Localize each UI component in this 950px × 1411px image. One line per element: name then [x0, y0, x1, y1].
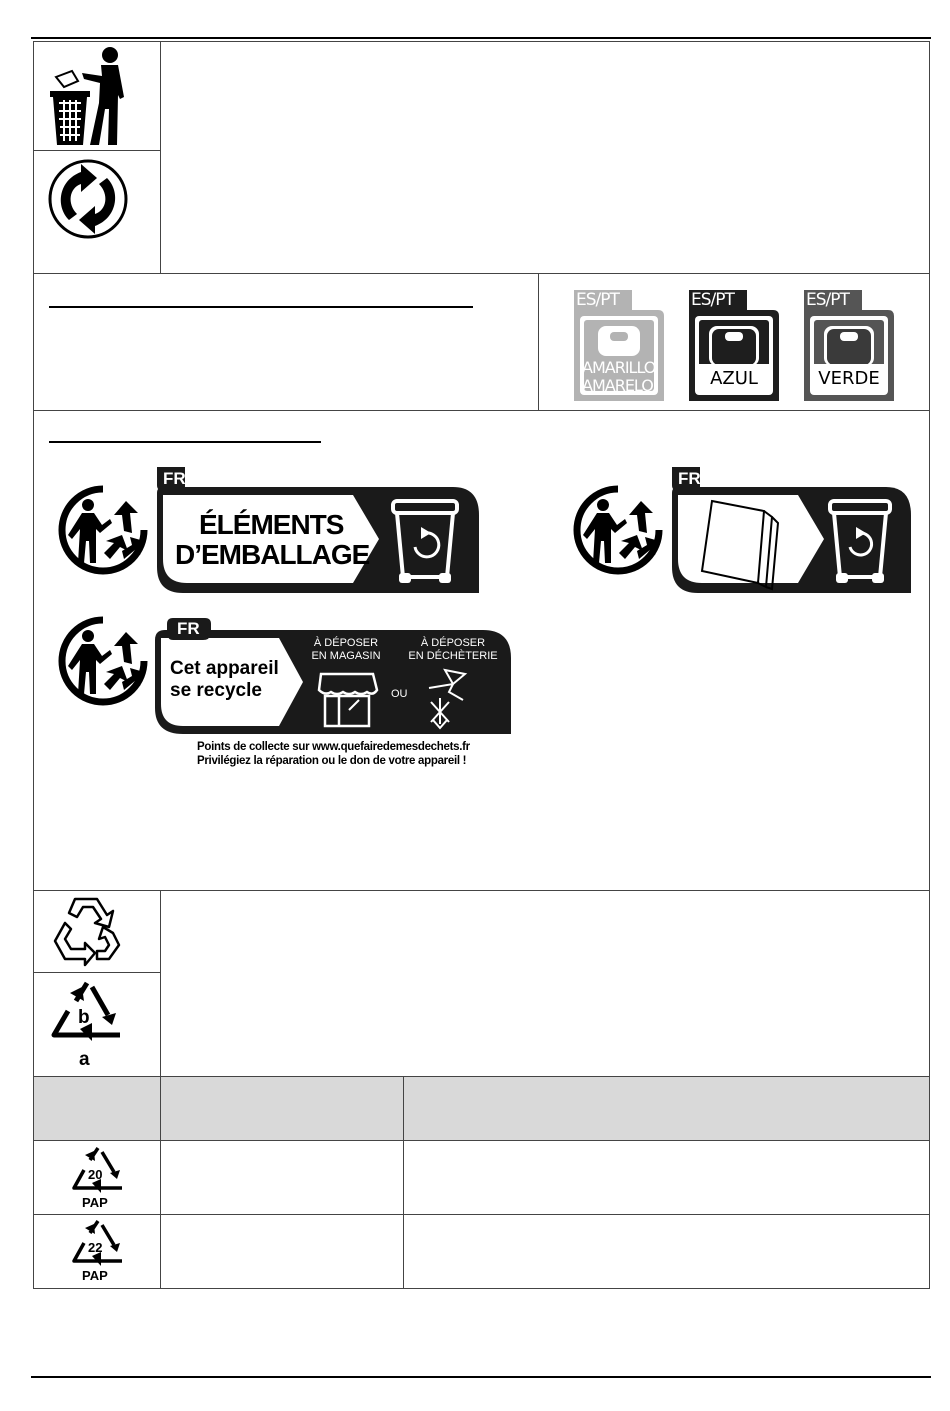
bin-label-line1: VERDE [818, 368, 880, 389]
pap-20-icon [68, 1144, 128, 1210]
pap-number: 20 [88, 1167, 103, 1182]
table-header-row [33, 1076, 930, 1141]
mobius-loop-icon [47, 893, 127, 969]
fr-badge: FR [177, 619, 200, 638]
store-label-line2: EN MAGASIN [311, 650, 381, 662]
paper-banner [668, 467, 913, 597]
es-pt-divider [538, 273, 539, 411]
green-dot-icon [47, 158, 129, 240]
emballage-line1: ÉLÉMENTS [199, 509, 344, 540]
triman-icon [573, 485, 663, 575]
symbol-row-divider [33, 150, 161, 151]
top-rule [31, 37, 931, 39]
bin-azul [687, 290, 781, 403]
recycling-column-divider [160, 890, 161, 1077]
pap-label: PAP [82, 1195, 108, 1210]
bin-region-label: ES/PT [576, 290, 619, 310]
appliance-footer-line2: Privilégiez la réparation ou le don de votre appareil ! [197, 755, 467, 767]
section-recycling-symbols [33, 890, 930, 1077]
bin-label-line1: AZUL [710, 368, 758, 389]
table-row [33, 1140, 930, 1215]
pap-label: PAP [82, 1268, 108, 1283]
triman-icon [58, 616, 148, 706]
appliance-line2: se recycle [170, 680, 262, 701]
bin-region-label: ES/PT [806, 290, 849, 310]
symbol-column-divider [160, 41, 161, 274]
appliance-banner [153, 618, 515, 738]
bin-amarillo [572, 290, 666, 403]
es-pt-heading-underline [49, 306, 473, 308]
fr-badge: FR [163, 469, 186, 488]
table-col-divider-2 [403, 1076, 404, 1289]
section-es-pt [33, 273, 930, 411]
bin-label-line1: AMARILLO [582, 358, 656, 377]
recycling-code-icon [46, 977, 128, 1070]
bin-region-label: ES/PT [691, 290, 734, 310]
crossed-bin-person-icon [44, 45, 134, 147]
bin-label-line2: AMARELO [582, 376, 653, 395]
pap-22-icon [68, 1217, 128, 1283]
pap-number: 22 [88, 1240, 103, 1255]
recycling-code-below: a [79, 1049, 90, 1070]
triman-heading-underline [49, 441, 321, 443]
recycling-code-inner: b [78, 1007, 90, 1028]
section-disposal-symbols [33, 41, 930, 274]
table-row [33, 1214, 930, 1289]
store-label-line1: À DÉPOSER [313, 637, 379, 649]
bin-verde [802, 290, 896, 403]
fr-badge: FR [678, 469, 701, 488]
triman-icon [58, 485, 148, 575]
appliance-line1: Cet appareil [170, 658, 279, 679]
emballage-banner [153, 467, 481, 597]
or-label: OU [391, 688, 408, 700]
table-col-divider-1 [160, 1076, 161, 1289]
dump-label-line1: À DÉPOSER [420, 637, 486, 649]
appliance-footer-line1: Points de collecte sur www.quefairedemesdechets.fr [197, 741, 470, 753]
emballage-line2: D’EMBALLAGE [175, 539, 370, 570]
recycling-row-divider [33, 972, 161, 973]
bottom-rule [31, 1376, 931, 1378]
dump-label-line2: EN DÉCHÈTERIE [408, 650, 498, 662]
